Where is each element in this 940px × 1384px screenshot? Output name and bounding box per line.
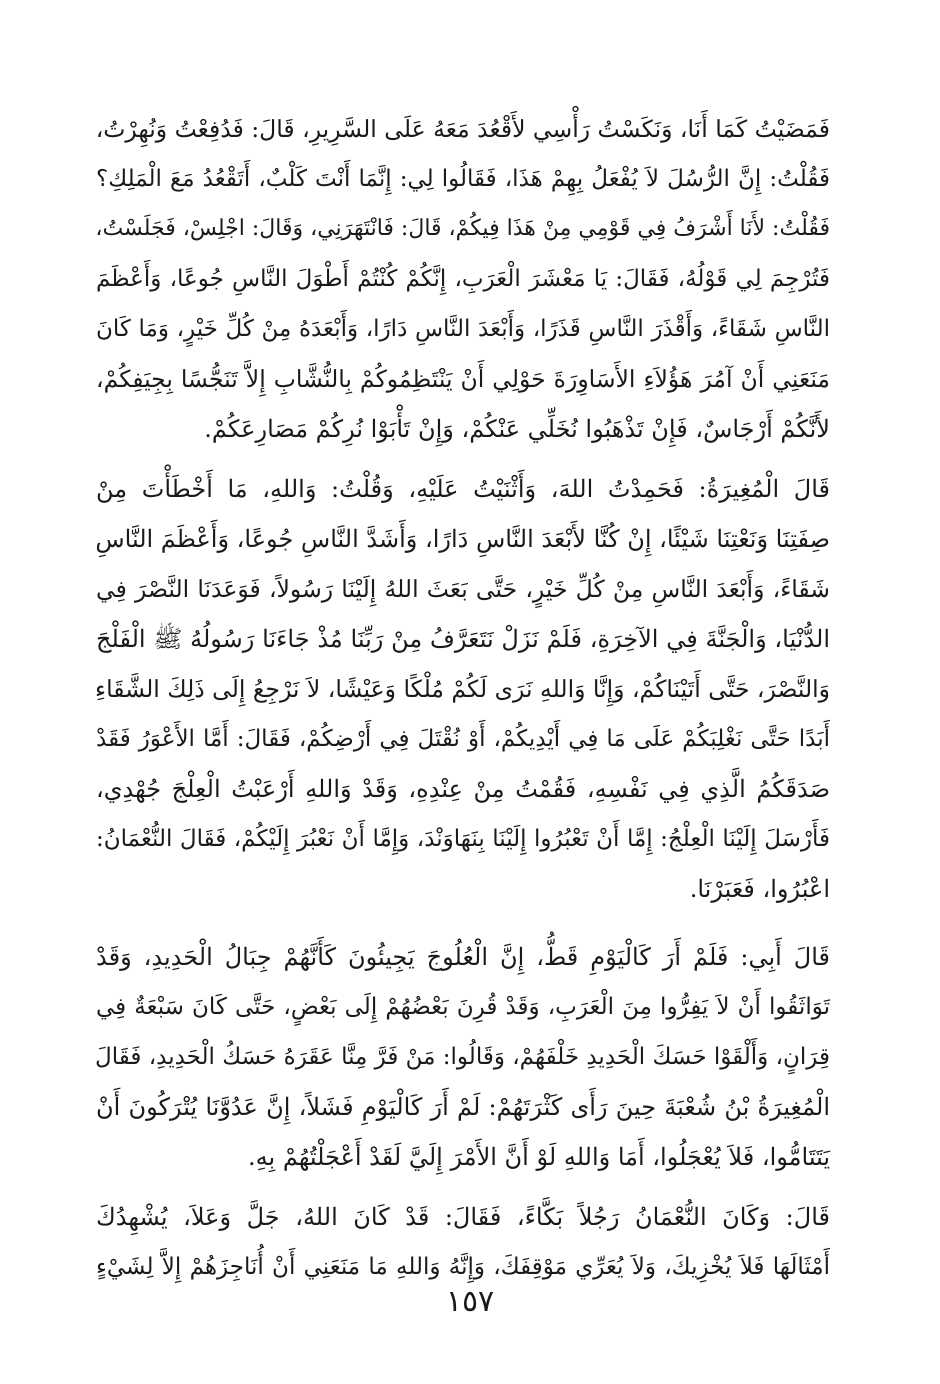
paragraph-3 xyxy=(96,932,830,1182)
text-line: قَالَ الْمُغِيرَةُ: فَحَمِدْتُ اللهَ، وَأَثْنَيْتُ عَلَيْهِ، وَقُلْتُ: وَاللهِ، مَا أَخْطَأْتَ مِنْ xyxy=(96,475,830,503)
text-line: شَقَاءً، وَأَبْعَدَ النَّاسِ مِنْ كُلِّ خَيْرٍ، حَتَّى بَعَثَ اللهُ إِلَيْنَا رَسُولاً، فَوَعَدَنَا النَّصْرَ فِي xyxy=(96,575,830,603)
text-line: أَمْثَالَهَا فَلاَ يُخْزِيكَ، وَلاَ يُعَرِّي مَوْقِفَكَ، وَإِنَّهُ وَاللهِ مَا مَنَعَنِي أَنْ أُنَاجِزَهُمْ إِلاَّ لِشَيْءٍ xyxy=(96,1254,830,1280)
page-number: ١٥٧ xyxy=(445,1284,495,1319)
text-line: مَنَعَنِي أَنْ آمُرَ هَؤُلاَءِ الأَسَاوِرَةَ حَوْلِي أَنْ يَنْتَظِمُوكُمْ بِالنُّشَّابِ إِلاَّ تَنَجُّسًا بِجِيَفِكُمْ، xyxy=(96,365,830,393)
text-line: قَالَ أَبِي: فَلَمْ أَرَ كَالْيَوْمِ قَطُّ، إِنَّ الْعُلُوجَ يَجِيئُونَ كَأَنَّهُمْ جِبَالُ الْحَدِيدِ، وَقَدْ xyxy=(96,943,830,971)
text-line: قِرَانٍ، وَأَلْقَوْا حَسَكَ الْحَدِيدِ خَلْفَهُمْ، وَقَالُوا: مَنْ فَرَّ مِنَّا عَقَرَهُ حَسَكُ الْحَدِيدِ، فَقَالَ xyxy=(95,1044,830,1070)
text-line: يَتَتَامُّوا، فَلاَ يُعْجَلُوا، أَمَا وَاللهِ لَوْ أَنَّ الأَمْرَ إِلَيَّ لَقَدْ أَعْجَلْتُهُمْ بِهِ. xyxy=(248,1143,830,1171)
paragraph-gap xyxy=(96,914,830,932)
text-line: فَتُرْجِمَ لِي قَوْلُهُ، فَقَالَ: يَا مَعْشَرَ الْعَرَبِ، إِنَّكُمْ كُنْتُمْ أَطْوَلَ النَّاسِ جُوعًا، وَأَعْظَمَ xyxy=(96,266,830,292)
text-line: فَقُلْتُ: لأَنَا أَشْرَفُ فِي قَوْمِي مِنْ هَذَا فِيكُمْ، قَالَ: فَانْتَهَرَنِي، وَقَالَ: اجْلِسْ، فَجَلَسْتُ، xyxy=(95,216,830,241)
paragraph-2 xyxy=(96,464,830,914)
text-line: فَمَضَيْتُ كَمَا أَنَا، وَنَكَسْتُ رَأْسِي لأَقْعُدَ مَعَهُ عَلَى السَّرِيرِ، قَالَ: فَدُفِعْتُ وَنُهِرْتُ، xyxy=(95,115,830,143)
paragraph-4 xyxy=(96,1192,830,1292)
paragraph-gap xyxy=(96,454,830,464)
text-line: فَأَرْسَلَ إِلَيْنَا الْعِلْجُ: إِمَّا أَنْ تَعْبُرُوا إِلَيْنَا بِنَهَاوَنْدَ، وَإِمَّا أَنْ نَعْبُرَ إِلَيْكُمْ، فَقَالَ النُّعْمَانُ: xyxy=(96,826,830,852)
body-text xyxy=(96,104,830,1292)
text-line: أَبَدًا حَتَّى نَغْلِبَكُمْ عَلَى مَا فِي أَيْدِيكُمْ، أَوْ نُقْتَلَ فِي أَرْضِكُمْ، فَقَالَ: أَمَّا الأَعْوَرُ فَقَدْ xyxy=(96,726,830,752)
paragraph-1 xyxy=(96,104,830,454)
text-line: تَوَاثَقُوا أَنْ لاَ يَفِرُّوا مِنَ الْعَرَبِ، وَقَدْ قُرِنَ بَعْضُهُمْ إِلَى بَعْضٍ، حَتَّى كَانَ سَبْعَةٌ فِي xyxy=(96,994,830,1020)
paragraph-gap xyxy=(96,1182,830,1192)
text-line: وَالنَّصْرَ، حَتَّى أَتَيْنَاكُمْ، وَإِنَّا وَاللهِ نَرَى لَكُمْ مُلْكًا وَعَيْشًا، لاَ نَرْجِعُ إِلَى ذَلِكَ الشَّقَاءِ xyxy=(95,675,830,703)
text-line: قَالَ: وَكَانَ النُّعْمَانُ رَجُلاً بَكَّاءً، فَقَالَ: قَدْ كَانَ اللهُ، جَلَّ وَعَلاَ، يُشْهِدُكَ xyxy=(96,1203,830,1231)
text-line: الدُّنْيَا، وَالْجَنَّةَ فِي الآخِرَةِ، فَلَمْ نَزَلْ نَتَعَرَّفُ مِنْ رَبِّنَا مُذْ جَاءَنَا رَسُولُهُ ﷺ الْفَلْجَ xyxy=(96,625,830,653)
text-line: اعْبُرُوا، فَعَبَرْنَا. xyxy=(689,875,830,903)
text-line: صَدَقَكُمُ الَّذِي فِي نَفْسِهِ، فَقُمْتُ مِنْ عِنْدِهِ، وَقَدْ وَاللهِ أَرْعَبْتُ الْعِلْجَ جُهْدِي، xyxy=(96,775,830,803)
text-line: لأَنَّكُمْ أَرْجَاسٌ، فَإِنْ تَذْهَبُوا نُخَلِّي عَنْكُمْ، وَإِنْ تَأْبَوْا نُرِكُمْ مَصَارِعَكُمْ. xyxy=(204,415,830,443)
text-line: الْمُغِيرَةُ بْنُ شُعْبَةَ حِينَ رَأَى كَثْرَتَهُمْ: لَمْ أَرَ كَالْيَوْمِ فَشَلاً، إِنَّ عَدُوَّنَا يُتْرَكُونَ أَنْ xyxy=(96,1093,830,1121)
text-line: فَقُلْتُ: إِنَّ الرُّسُلَ لاَ يُفْعَلُ بِهِمْ هَذَا، فَقَالُوا لِي: إِنَّمَا أَنْتَ كَلْبٌ، أَتَقْعُدُ مَعَ الْمَلِكِ؟ xyxy=(96,166,830,192)
text-line: صِفَتِنَا وَنَعْتِنَا شَيْئًا، إِنْ كُنَّا لأَبْعَدَ النَّاسِ دَارًا، وَأَشَدَّ النَّاسِ جُوعًا، وَأَعْظَمَ النَّاسِ xyxy=(95,525,830,553)
text-line: النَّاسِ شَقَاءً، وَأَقْذَرَ النَّاسِ قَذَرًا، وَأَبْعَدَ النَّاسِ دَارًا، وَأَبْعَدَهُ مِنْ كُلِّ خَيْرٍ، وَمَا كَانَ xyxy=(96,316,830,342)
